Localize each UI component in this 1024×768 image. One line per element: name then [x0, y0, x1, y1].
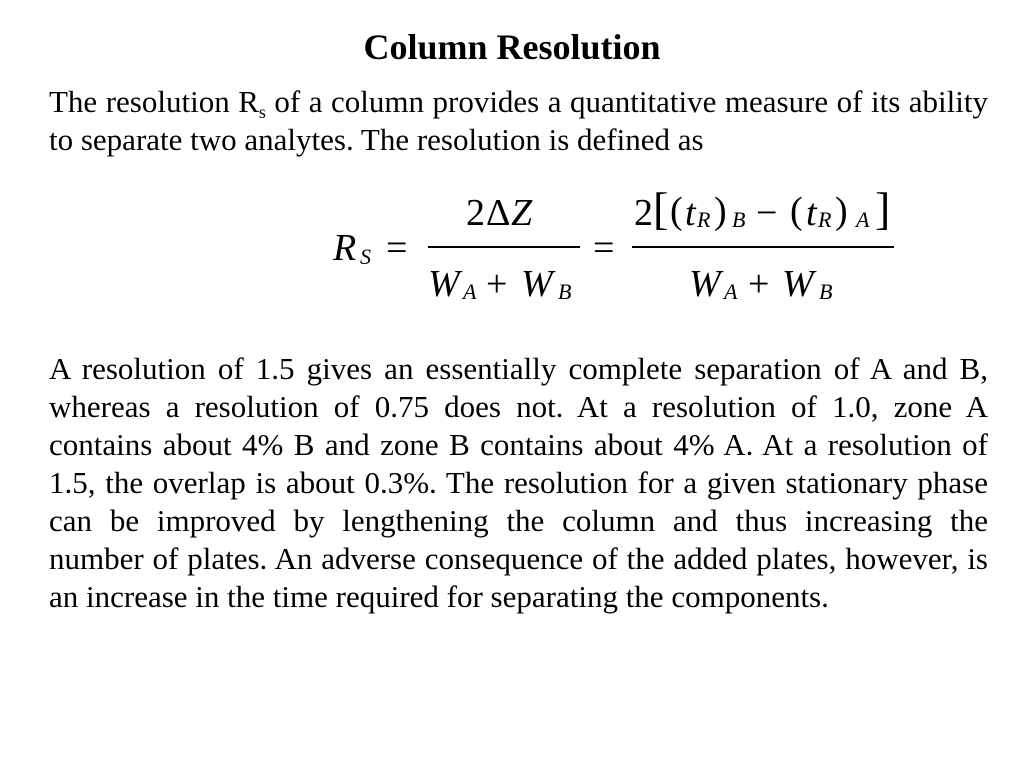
- frac2-minus: −: [756, 192, 778, 234]
- frac2-t-sub-r-2: R: [818, 207, 832, 232]
- frac2-close-paren-2: ): [835, 190, 848, 232]
- frac2-den-sub-b: B: [819, 279, 833, 304]
- frac1-den-w-a: W: [428, 263, 460, 305]
- slide-title: Column Resolution: [363, 27, 661, 67]
- frac2-open-paren-2: (: [790, 190, 803, 232]
- frac2-t-1: t: [685, 192, 696, 234]
- frac2-bar: [632, 246, 894, 248]
- body-paragraph: A resolution of 1.5 gives an essentially complete separation of A and B, whereas a resolution of 0.75 does not. At a resolution of 1.0, zone A contains about 4% B and zone B contains about 4% A. At a resolution of 1.5, the overlap is about 0.3%. The resolution for a given stationary phase can be improved by lengthening the column and thus increasing the number of plates. An adverse consequence of the added plates, however, is an increase in the time required for separating the components.: [49, 351, 988, 614]
- frac1-den-sub-a: A: [463, 279, 477, 304]
- lhs-subscript-s: S: [360, 244, 371, 269]
- frac2-den-w-a: W: [689, 263, 721, 305]
- lhs-r-symbol: R: [333, 227, 357, 269]
- frac1-bar: [428, 246, 580, 248]
- frac2-sub-b: B: [732, 207, 746, 232]
- intro-text-part2: of a column provides a quantitative measure of its ability to separate two analytes. The resolution is defined as: [49, 84, 988, 157]
- frac1-num-z: Z: [511, 192, 533, 234]
- frac2-close-paren-1: ): [714, 190, 727, 232]
- frac2-close-bracket: ]: [875, 183, 891, 234]
- frac2-den-w-b: W: [782, 263, 814, 305]
- frac1-den-w-b: W: [521, 263, 553, 305]
- frac2-open-bracket: [: [653, 183, 669, 234]
- intro-subscript: s: [258, 102, 266, 122]
- frac2-open-paren-1: (: [670, 190, 683, 232]
- equals-sign-2: =: [593, 227, 615, 269]
- frac2-sub-a: A: [856, 207, 870, 232]
- frac2-t-sub-r-1: R: [697, 207, 711, 232]
- frac1-num-delta: Δ: [486, 192, 511, 234]
- equals-sign-1: =: [386, 227, 408, 269]
- frac1-den-sub-b: B: [558, 279, 572, 304]
- frac2-den-plus: +: [748, 263, 770, 305]
- frac2-den-sub-a: A: [724, 279, 738, 304]
- intro-text-part1: The resolution R: [49, 84, 259, 119]
- frac1-den-plus: +: [486, 263, 508, 305]
- frac2-num-coefficient: 2: [634, 192, 653, 234]
- frac2-t-2: t: [806, 192, 817, 234]
- frac1-num-coefficient: 2: [466, 192, 485, 234]
